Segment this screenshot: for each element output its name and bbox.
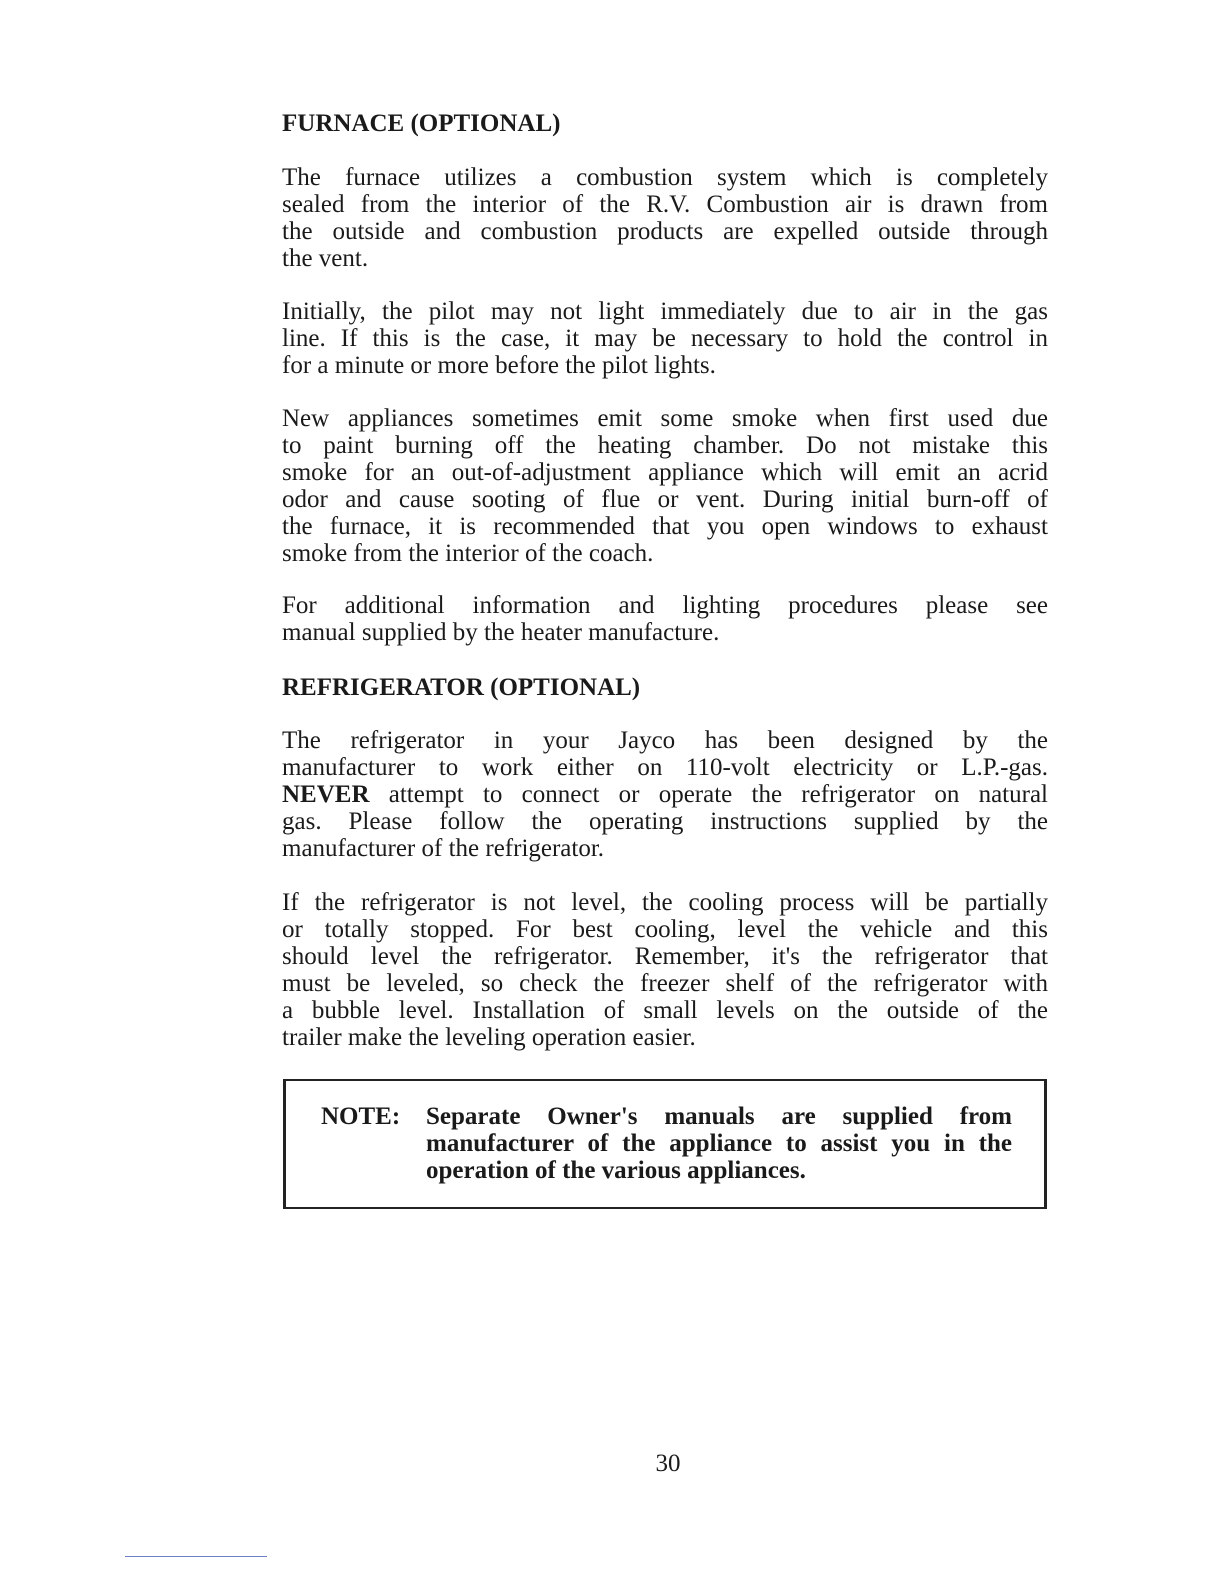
text-line: Separate Owner's manuals are supplied from — [426, 1103, 1012, 1130]
text-line: If the refrigerator is not level, the cooling process will be partially — [282, 889, 1048, 916]
refrigerator-paragraph-1 — [282, 727, 1048, 862]
text-line: gas. Please follow the operating instructions supplied by the — [282, 808, 1048, 835]
furnace-paragraph-1 — [282, 164, 1048, 272]
refrigerator-paragraph-2 — [282, 889, 1048, 1051]
text-line: manufacturer of the refrigerator. — [282, 835, 605, 862]
text-line: For additional information and lighting procedures please see — [282, 592, 1048, 619]
text-line: Initially, the pilot may not light immediately due to air in the gas — [282, 298, 1048, 325]
text-line: for a minute or more before the pilot lights. — [282, 352, 716, 379]
text-line: smoke from the interior of the coach. — [282, 540, 654, 567]
note-text — [426, 1103, 1012, 1184]
text-line: odor and cause sooting of flue or vent. During initial burn-off of — [282, 486, 1048, 513]
text-line-rest: attempt to connect or operate the refrigerator on natural — [369, 781, 1048, 808]
text-line: New appliances sometimes emit some smoke when first used due — [282, 405, 1048, 432]
text-line: a bubble level. Installation of small levels on the outside of the — [282, 997, 1048, 1024]
note-box — [283, 1079, 1047, 1209]
text-line: The refrigerator in your Jayco has been designed by the — [282, 727, 1048, 754]
text-line: line. If this is the case, it may be necessary to hold the control in — [282, 325, 1048, 352]
text-line: must be leveled, so check the freezer shelf of the refrigerator with — [282, 970, 1048, 997]
text-line: manufacturer to work either on 110-volt electricity or L.P.-gas. — [282, 754, 1048, 781]
text-line: operation of the various appliances. — [426, 1157, 806, 1184]
text-line: should level the refrigerator. Remember, it's the refrigerator that — [282, 943, 1048, 970]
text-line: manual supplied by the heater manufacture. — [282, 619, 720, 646]
note-label: NOTE: — [321, 1103, 401, 1130]
text-line: The furnace utilizes a combustion system which is completely — [282, 164, 1048, 191]
text-line: to paint burning off the heating chamber. Do not mistake this — [282, 432, 1048, 459]
text-line — [282, 781, 1048, 808]
text-line: trailer make the leveling operation easier. — [282, 1024, 696, 1051]
text-line: smoke for an out-of-adjustment appliance which will emit an acrid — [282, 459, 1048, 486]
page-number: 30 — [655, 1450, 681, 1477]
furnace-paragraph-3 — [282, 405, 1048, 567]
furnace-paragraph-2 — [282, 298, 1048, 379]
never-emphasis: NEVER — [282, 781, 370, 808]
text-line: sealed from the interior of the R.V. Combustion air is drawn from — [282, 191, 1048, 218]
text-line: manufacturer of the appliance to assist you in the — [426, 1130, 1012, 1157]
text-line: the furnace, it is recommended that you open windows to exhaust — [282, 513, 1048, 540]
footer-rule — [125, 1556, 267, 1557]
text-line: the vent. — [282, 245, 369, 272]
refrigerator-heading: REFRIGERATOR (OPTIONAL) — [282, 674, 641, 701]
furnace-paragraph-4 — [282, 592, 1048, 646]
text-line: the outside and combustion products are expelled outside through — [282, 218, 1048, 245]
furnace-heading: FURNACE (OPTIONAL) — [282, 110, 561, 137]
text-line: or totally stopped. For best cooling, level the vehicle and this — [282, 916, 1048, 943]
